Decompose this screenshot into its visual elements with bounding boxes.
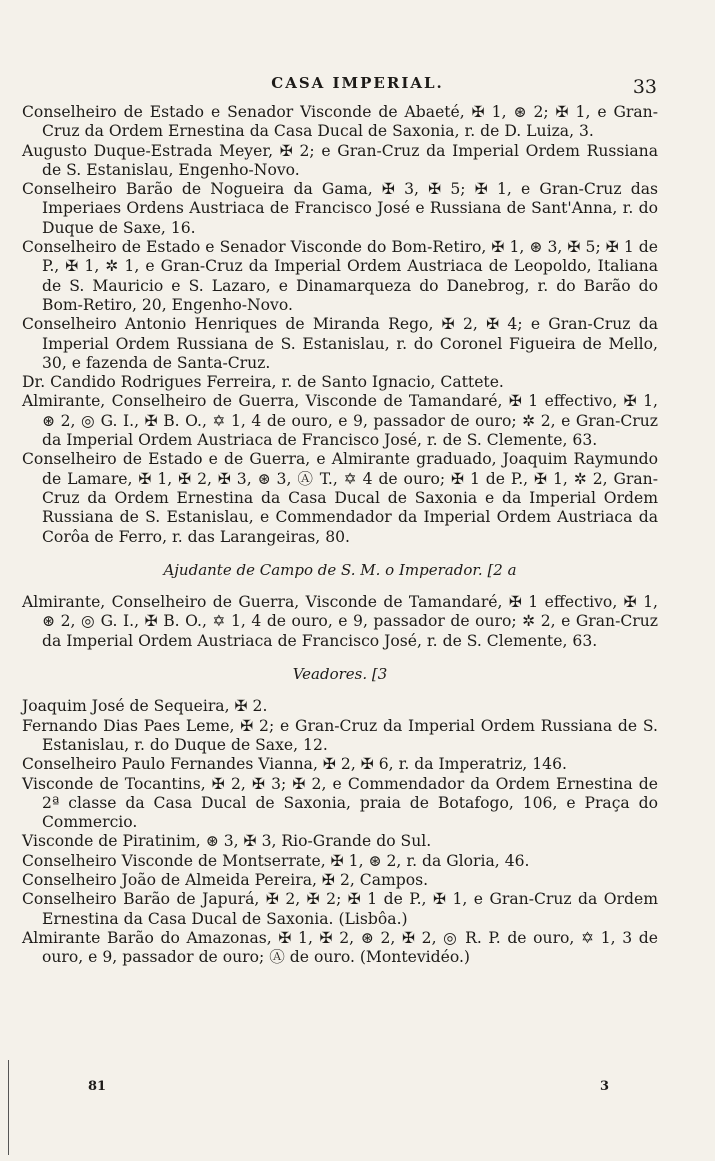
section-bracket: [3 bbox=[371, 665, 388, 684]
list-item: Joaquim José de Sequeira, ✠ 2. bbox=[22, 697, 268, 716]
list-item: Conselheiro João de Almeida Pereira, ✠ 2, Campos. bbox=[22, 870, 429, 889]
list-item: Almirante Barão do Amazonas, ✠ 1, ✠ 2, ⊛ 2, ✠ 2, ◎ R. P. de ouro, ✡ 1, 3 de ouro, e 9, passador de ouro; Ⓐ de ouro. (Montevidéo.) bbox=[22, 928, 658, 967]
list-item: Visconde de Piratinim, ⊛ 3, ✠ 3, Rio-Grande do Sul. bbox=[22, 832, 432, 851]
section-title: Veadores. bbox=[292, 665, 368, 684]
running-title: CASA IMPERIAL. bbox=[271, 74, 444, 92]
entries-list-aide bbox=[22, 593, 658, 651]
list-item: Conselheiro Antonio Henriques de Miranda Rego, ✠ 2, ✠ 4; e Gran-Cruz da Imperial Ordem Russiana de S. Estanislau, r. do Coronel Figueira de Mello, 30, e fazenda de Santa-Cruz. bbox=[22, 315, 658, 372]
page-header bbox=[0, 72, 715, 98]
list-item: Conselheiro de Estado e Senador Visconde do Bom-Retiro, ✠ 1, ⊛ 3, ✠ 5; ✠ 1 de P., ✠ 1, ✲ 1, e Gran-Cruz da Imperial Ordem Austriaca de Leopoldo, Italiana de S. Mauricio e S. Lazaro, e Dinamarqueza do Danebrog, r. do Barão do Bom-Retiro, 20, Engenho-Novo. bbox=[22, 238, 658, 314]
list-item: Conselheiro de Estado e de Guerra, e Almirante graduado, Joaquim Raymundo de Lamare, ✠ 1, ✠ 2, ✠ 3, ⊛ 3, Ⓐ T., ✡ 4 de ouro; ✠ 1 de P., ✠ 1, ✲ 2, Gran-Cruz da Ordem Ernestina da Casa Ducal de Saxonia e da Imperial Ordem Russiana de S. Estanislau, e Commendador da Imperial Ordem Austriaca da Corôa de Ferro, r. das Larangeiras, 80. bbox=[22, 450, 658, 546]
page-number: 33 bbox=[632, 76, 657, 98]
list-item: Conselheiro Visconde de Montserrate, ✠ 1, ⊛ 2, r. da Gloria, 46. bbox=[22, 851, 530, 870]
list-item: Conselheiro Barão de Japurá, ✠ 2, ✠ 2; ✠ 1 de P., ✠ 1, e Gran-Cruz da Ordem Ernestina da Casa Ducal de Saxonia. (Lisbôa.) bbox=[22, 890, 658, 928]
entries-list-veadores bbox=[22, 697, 658, 967]
list-item: Visconde de Tocantins, ✠ 2, ✠ 3; ✠ 2, e Commendador da Ordem Ernestina de 2ª classe da Casa Ducal de Saxonia, praia de Botafogo, 106, e Praça do Commercio. bbox=[22, 774, 658, 832]
section-bracket: [2 a bbox=[487, 560, 517, 579]
list-item: Dr. Candido Rodrigues Ferreira, r. de Santo Ignacio, Cattete. bbox=[22, 373, 504, 392]
list-item: Almirante, Conselheiro de Guerra, Visconde de Tamandaré, ✠ 1 effectivo, ✠ 1, ⊛ 2, ◎ G. I., ✠ B. O., ✡ 1, 4 de ouro, e 9, passador de ouro; ✲ 2, e Gran-Cruz da Imperial Ordem Austriaca de Francisco José, r. de S. Clemente, 63. bbox=[22, 593, 658, 650]
sheet-mark: 3 bbox=[600, 1079, 610, 1094]
section-title: Ajudante de Campo de S. M. o Imperador. bbox=[163, 560, 483, 579]
section-heading-veadores bbox=[22, 665, 658, 684]
section-heading-aide bbox=[22, 561, 658, 580]
page-body bbox=[22, 103, 658, 967]
margin-line bbox=[8, 1060, 9, 1155]
list-item: Conselheiro de Estado e Senador Visconde de Abaeté, ✠ 1, ⊛ 2; ✠ 1, e Gran-Cruz da Ordem Ernestina da Casa Ducal de Saxonia, r. de D. Luiza, 3. bbox=[22, 103, 658, 141]
list-item: Conselheiro Barão de Nogueira da Gama, ✠ 3, ✠ 5; ✠ 1, e Gran-Cruz das Imperiaes Ordens Austriaca de Francisco José e Russiana de Sant'Anna, r. do Duque de Saxe, 16. bbox=[22, 180, 658, 237]
entries-list-main bbox=[22, 103, 658, 547]
signature-mark: 81 bbox=[88, 1079, 107, 1094]
list-item: Almirante, Conselheiro de Guerra, Visconde de Tamandaré, ✠ 1 effectivo, ✠ 1, ⊛ 2, ◎ G. I., ✠ B. O., ✡ 1, 4 de ouro, e 9, passador de ouro; ✲ 2, e Gran-Cruz da Imperial Ordem Austriaca de Francisco José, r. de S. Clemente, 63. bbox=[22, 392, 658, 450]
list-item: Augusto Duque-Estrada Meyer, ✠ 2; e Gran-Cruz da Imperial Ordem Russiana de S. Estanislau, Engenho-Novo. bbox=[22, 141, 658, 179]
list-item: Conselheiro Paulo Fernandes Vianna, ✠ 2, ✠ 6, r. da Imperatriz, 146. bbox=[22, 755, 567, 774]
list-item: Fernando Dias Paes Leme, ✠ 2; e Gran-Cruz da Imperial Ordem Russiana de S. Estanislau, r. do Duque de Saxe, 12. bbox=[22, 716, 658, 754]
page-footer bbox=[0, 1079, 715, 1101]
